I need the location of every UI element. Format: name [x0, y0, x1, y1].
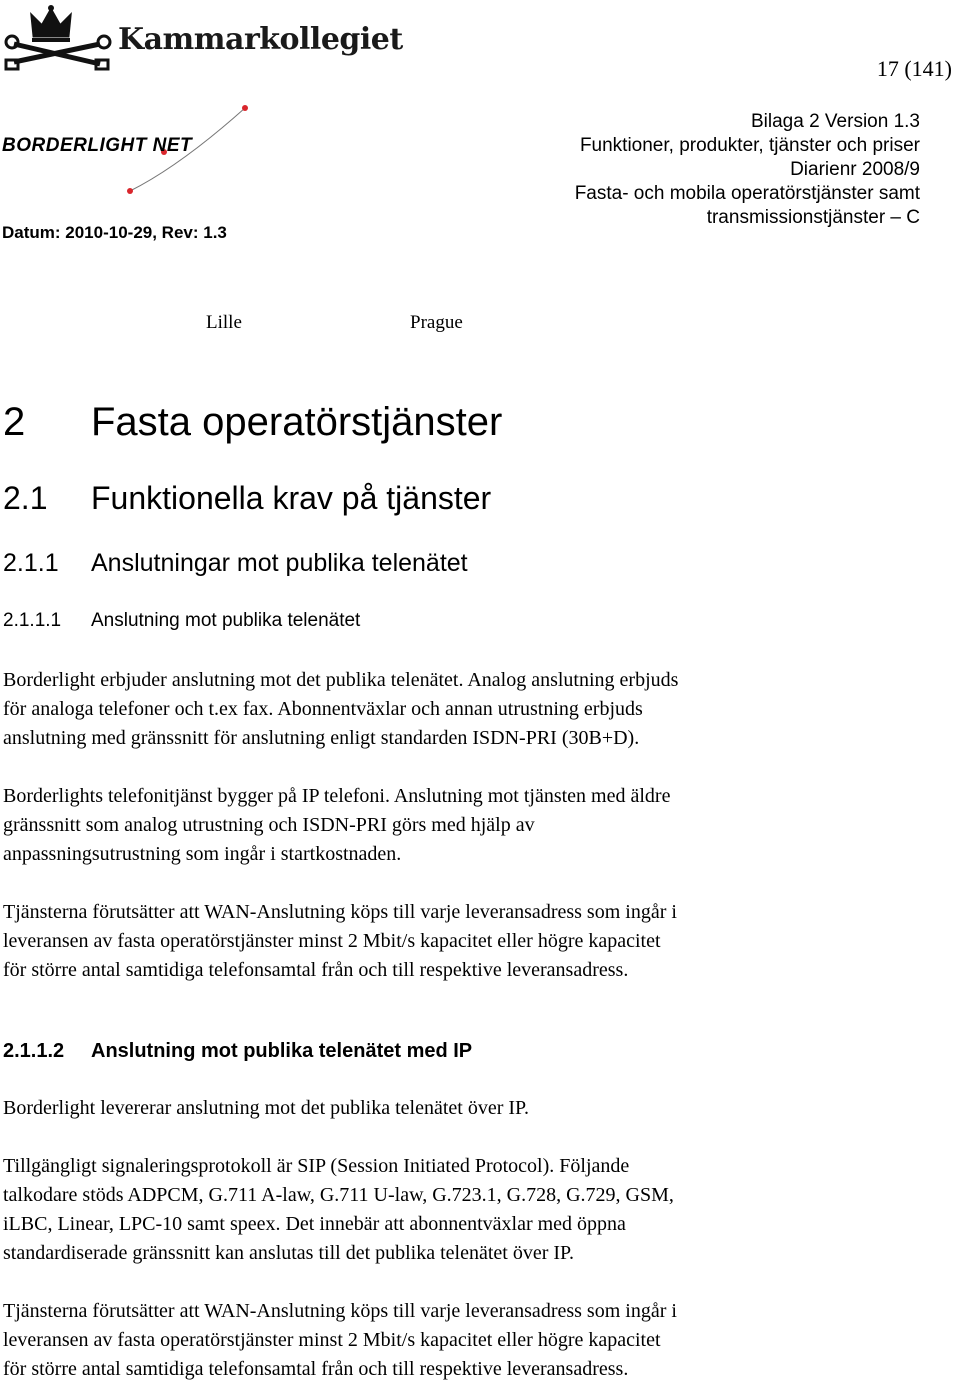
paragraph-line: iLBC, Linear, LPC-10 samt speex. Det innebär att abonnentväxlar med öppna — [3, 1213, 626, 1235]
heading-text: Fasta operatörstjänster — [91, 400, 503, 444]
header-line: Funktioner, produkter, tjänster och priser — [579, 135, 920, 156]
paragraph-line: standardiserade gränssnitt kan anslutas till det publika telenätet över IP. — [3, 1242, 574, 1264]
borderlight-logo-text: BORDERLIGHT NET — [2, 135, 193, 156]
heading-text: Anslutning mot publika telenätet — [91, 610, 361, 631]
paragraph-line: gränssnitt som analog utrustning och ISDN-PRI görs med hjälp av — [3, 814, 535, 836]
heading-number: 2.1.1.2 — [3, 1040, 65, 1062]
paragraph — [3, 1152, 953, 1268]
heading-3 — [3, 549, 468, 578]
crown-keys-logo — [4, 2, 114, 74]
paragraph — [3, 898, 953, 985]
header-line: Fasta- och mobila operatörstjänster samt — [574, 183, 920, 204]
header-line: Diarienr 2008/9 — [790, 159, 920, 180]
header-line: transmissionstjänster – C — [706, 207, 920, 228]
paragraph-line: Borderlight erbjuder anslutning mot det publika telenätet. Analog anslutning erbjuds — [3, 669, 679, 691]
paragraph-line: anpassningsutrustning som ingår i startkostnaden. — [3, 843, 402, 865]
paragraph-line: anslutning med gränssnitt för anslutning enligt standarden ISDN-PRI (30B+D). — [3, 727, 640, 749]
heading-1 — [3, 400, 502, 445]
paragraph-line: för analoga telefoner och t.ex fax. Abonnentväxlar och annan utrustning erbjuds — [3, 698, 643, 720]
heading-text: Funktionella krav på tjänster — [91, 480, 492, 516]
heading-number: 2.1 — [3, 480, 48, 516]
paragraph — [3, 1094, 953, 1123]
heading-text: Anslutningar mot publika telenätet — [91, 549, 468, 577]
heading-4 — [3, 1040, 472, 1063]
paragraph — [3, 666, 953, 753]
paragraph-line: Borderlights telefonitjänst bygger på IP telefoni. Anslutning mot tjänsten med äldre — [3, 785, 671, 807]
heading-2 — [3, 480, 491, 517]
header-line: Bilaga 2 Version 1.3 — [750, 111, 920, 132]
heading-4 — [3, 610, 360, 632]
date-revision: Datum: 2010-10-29, Rev: 1.3 — [2, 223, 227, 242]
paragraph-line: Tjänsterna förutsätter att WAN-Anslutning köps till varje leveransadress som ingår i — [3, 901, 677, 923]
heading-text: Anslutning mot publika telenätet med IP — [91, 1040, 473, 1062]
paragraph-line: Tjänsterna förutsätter att WAN-Anslutning köps till varje leveransadress som ingår i — [3, 1300, 677, 1322]
paragraph-line: Tillgängligt signaleringsprotokoll är SIP (Session Initiated Protocol). Följande — [3, 1155, 630, 1177]
header-doc-info — [575, 110, 920, 230]
kammarkollegiet-logo-text: Kammarkollegiet — [118, 22, 403, 57]
heading-number: 2.1.1.1 — [3, 610, 62, 631]
city-label: Prague — [410, 312, 463, 333]
paragraph-line: talkodare stöds ADPCM, G.711 A-law, G.711 U-law, G.723.1, G.728, G.729, GSM, — [3, 1184, 674, 1206]
city-label: Lille — [206, 312, 242, 333]
paragraph-line: leveransen av fasta operatörstjänster minst 2 Mbit/s kapacitet eller högre kapacitet — [3, 930, 661, 952]
paragraph — [3, 1297, 953, 1384]
page-number: 17 (141) — [876, 56, 952, 81]
paragraph — [3, 782, 953, 869]
paragraph-line: leveransen av fasta operatörstjänster minst 2 Mbit/s kapacitet eller högre kapacitet — [3, 1329, 661, 1351]
paragraph-line: för större antal samtidiga telefonsamtal från och till respektive leveransadress. — [3, 1358, 629, 1380]
paragraph-line: för större antal samtidiga telefonsamtal från och till respektive leveransadress. — [3, 959, 629, 981]
paragraph-line: Borderlight levererar anslutning mot det publika telenätet över IP. — [3, 1097, 529, 1119]
heading-number: 2.1.1 — [3, 549, 59, 577]
heading-number: 2 — [3, 400, 26, 444]
